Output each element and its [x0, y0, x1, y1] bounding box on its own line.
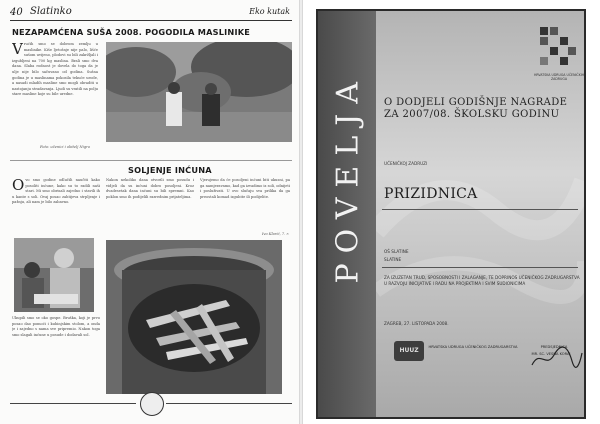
article-text-anchovies-col2: Nakon nekoliko dana otvorili smo posudu i vidjeli da su inćuni dobro posoljeni. Kroz dvadesetak dana inćuni su bili spremni. Kao poklon smo ih podijelili razrednim prijateljima.	[106, 178, 194, 199]
photo-caption-drought: Foto: učenici i obitelj Nigro	[40, 145, 91, 149]
signature	[528, 343, 584, 373]
school-name: OŠ SLATINE	[384, 249, 409, 254]
olive-grove-photo	[106, 42, 292, 142]
label-zadruga: UČENIČKOJ ZADRUZI	[384, 161, 428, 166]
certificate-vertical-title: POVELJA	[330, 72, 366, 284]
certificate-heading	[384, 97, 580, 121]
article-body: vo smo godine odlučili naučiti kako posoliti inćune, kako su to radili naši stari. Mi smo obrisali zajedno i stavili ih u kante s soli. Ovaj posao zahtijeva strpljenje i pažnju, ali nam je bilo zabavno.	[12, 178, 100, 205]
masthead: Slatinko	[30, 6, 72, 17]
footer-organization: HRVATSKA UDRUGA UČENIČKOG ZADRUGARSTVA	[428, 345, 518, 349]
section-label: Eko kutak	[249, 7, 290, 16]
ornament-icon	[140, 392, 164, 416]
section-separator	[10, 160, 292, 161]
footer-name: MR. SC. VESNA KORAJ	[531, 352, 571, 356]
article-text-anchovies-col1b: Ukupili smo se oko gospe. Bruška, koji je prvo posao dao pomoći i kuhinjskim stolom, a onda je i zajedno s nama sve pripremio. Nakon toga smo slagali inćune u posude i dodavali sol.	[12, 316, 100, 337]
article-title-anchovies: SOLJENJE INĆUNA	[128, 165, 212, 175]
footer-rule-left	[10, 403, 136, 404]
article-title-drought: NEZAPAMĆENA SUŠA 2008. POGODILA MASLINIKE	[12, 27, 251, 37]
students-photo	[14, 238, 94, 312]
heading-line-1: O DODJELI GODIŠNJE NAGRADE	[384, 97, 568, 108]
footer-rule-right	[166, 403, 292, 404]
dropcap: V	[12, 42, 23, 58]
award-reason: ZA IZUZETAN TRUD, SPOSOBNOSTI I ZALAGANJE, TE DOPRINOS UČENIČKOG ZADRUGARSTVA U RAZVOJU INICIJATIVE I RADU NA PROJEKTIMA I SVIM SUDIONICIMA	[384, 275, 580, 286]
article-text-anchovies-col3: Vjerujemo da će posoljeni inćuni biti ukusni, pa ga namjeravamo, kad ga izvadimo iz soli, odnijeti i posluživati. U ovo slučaju sva prilika da ga preostali komad izgubite ili podijelite.	[200, 178, 290, 199]
heading-line-2: ZA 2007/08. ŠKOLSKU GODINU	[384, 109, 560, 120]
certificate-side-band	[318, 11, 376, 417]
certificate	[316, 9, 586, 419]
header-rule	[10, 20, 292, 21]
dropcap: O	[12, 178, 25, 194]
footer-role: PREDSJEDNICA	[540, 345, 568, 349]
anchovies-bucket-photo	[106, 240, 282, 394]
article-body: rućih smo se dobrom zemlju u maslinike. Kiše ljetošnje nije palo, lišće sušom uvijeno, plodovi su bili zakržljali i izgubljeni na 700 kg maslina. Brali smo dva dana. Slaba rodnost je dovela do toga da je ulje nije bilo sačuvano od godina. Sušna godina je u maslinama pokosila tekuće urode, a nasadi mladih masline smo mogli obraditi u nastojanju stradavanja. Ljudi su vratili na polju stare masline koje su bile uredne.	[12, 42, 98, 97]
right-page	[303, 0, 600, 424]
article-text-anchovies-col1	[12, 178, 100, 230]
huuz-logo-icon	[538, 25, 578, 73]
recipient-rule	[382, 209, 578, 210]
recipient-name: PRIZIDNICA	[384, 186, 478, 202]
school-rule	[382, 267, 578, 268]
place-date: ZAGREB, 27. LISTOPADA 2008.	[384, 321, 449, 326]
logo-caption: HRVATSKA UDRUGA UČENIČKIH ZADRUGA	[533, 73, 585, 81]
author-caption: Ivo Klarić, 7. r.	[262, 232, 289, 236]
school-place: SLATINE	[384, 257, 402, 262]
page-number: 40	[10, 7, 23, 18]
huuz-stamp: HUUZ	[394, 341, 424, 361]
article-text-drought	[12, 42, 98, 136]
